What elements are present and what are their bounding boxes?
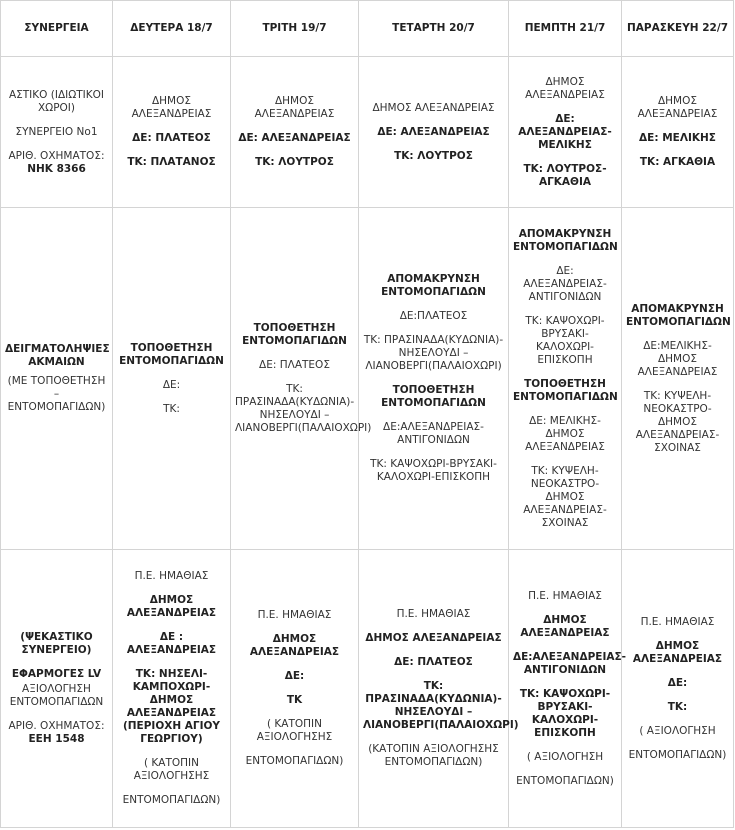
municipality: ΔΗΜΟΣ ΑΛΕΞΑΝΔΡΕΙΑΣ [131, 95, 212, 120]
header-row [1, 1, 734, 57]
evaluation-note: ( ΚΑΤΟΠΙΝ ΑΞΙΟΛΟΓΗΣΗΣ [133, 757, 210, 782]
evaluation-note: ΕΝΤΟΜΟΠΑΓΙΔΩΝ) [516, 774, 614, 787]
local-community: ΤΚ: ΚΑΨΟΧΩΡΙ-ΒΡΥΣΑΚΙ-ΚΑΛΟΧΩΡΙ-ΕΠΙΣΚΟΠΗ [525, 314, 605, 366]
municipality: ΔΗΜΟΣ ΑΛΕΞΑΝΔΡΕΙΑΣ [525, 75, 605, 101]
regional-unit: Π.Ε. ΗΜΑΘΙΑΣ [134, 570, 209, 582]
local-community: ΤΚ: ΛΟΥΤΡΟΣ [394, 149, 473, 162]
municipality: ΔΗΜΟΣ ΑΛΕΞΑΝΔΡΕΙΑΣ [637, 95, 718, 120]
schedule-cell [231, 208, 372, 550]
schedule-cell [113, 550, 231, 828]
team-cell [1, 550, 113, 828]
municipality: ΔΗΜΟΣ ΑΛΕΞΑΝΔΡΕΙΑΣ [249, 633, 340, 658]
evaluation-note: (ΚΑΤΟΠΙΝ ΑΞΙΟΛΟΓΗΣΗΣ ΕΝΤΟΜΟΠΑΓΙΔΩΝ) [368, 743, 499, 768]
schedule-cell [509, 550, 627, 828]
municipality: ΔΗΜΟΣ ΑΛΕΞΑΝΔΡΕΙΑΣ [126, 594, 217, 619]
municipality: ΔΗΜΟΣ ΑΛΕΞΑΝΔΡΕΙΑΣ [632, 639, 723, 665]
municipal-unit: ΔΕ: [667, 676, 688, 689]
local-community: ΤΚ: [163, 402, 180, 415]
schedule-cell [231, 57, 359, 208]
municipal-unit: ΔΕ : ΑΛΕΞΑΝΔΡΕΙΑΣ [126, 631, 217, 656]
schedule-cell [231, 550, 359, 828]
local-community: ΤΚ: ΠΡΑΣΙΝΑΔΑ(ΚΥΔΩΝΙΑ)-ΝΗΣΕΛΟΥΔΙ – ΛΙΑΝΟΒΕΡΓΙ(ΠΑΛΑΙΟΧΩΡΙ) [235, 383, 372, 434]
table-row [1, 57, 734, 208]
schedule-cell [509, 57, 622, 208]
municipal-unit: ΔΕ: ΠΛΑΤΕΟΣ [259, 359, 330, 371]
regional-unit: Π.Ε. ΗΜΑΘΙΑΣ [396, 608, 471, 620]
local-community: ΤΚ: ΛΟΥΤΡΟΣ [255, 156, 334, 168]
schedule-cell [622, 550, 734, 828]
header-thursday: ΠΕΜΠΤΗ 21/7 [509, 1, 622, 57]
municipal-unit: ΔΕ: ΑΛΕΞΑΝΔΡΕΙΑΣ [377, 125, 490, 138]
municipal-unit: ΔΕ:ΑΛΕΞΑΝΔΡΕΙΑΣ-ΑΝΤΙΓΟΝΙΔΩΝ [513, 650, 627, 676]
schedule-cell [509, 208, 622, 550]
evaluation-note: ΕΝΤΟΜΟΠΑΓΙΔΩΝ) [628, 748, 727, 761]
local-community: ΤΚ: ΑΓΚΑΘΙΑ [639, 156, 716, 168]
header-monday: ΔΕΥΤΕΡΑ 18/7 [113, 1, 231, 57]
schedule-cell [359, 57, 509, 208]
schedule-cell [359, 208, 509, 550]
header-wednesday: ΤΕΤΑΡΤΗ 20/7 [359, 1, 509, 57]
municipal-unit: ΔΕ:ΑΛΕΞΑΝΔΡΕΙΑΣ-ΑΝΤΙΓΟΝΙΔΩΝ [383, 421, 484, 446]
schedule-cell [359, 550, 519, 828]
local-community: ΤΚ [286, 694, 303, 706]
team-type: ΑΣΤΙΚΟ (ΙΔΙΩΤΙΚΟΙ ΧΩΡΟΙ) [8, 88, 105, 114]
municipal-unit: ΔΕ: ΠΛΑΤΕΟΣ [394, 656, 473, 668]
team-name: ΣΥΝΕΡΓΕΙΟ Νο1 [15, 125, 98, 138]
evaluation-note: ( ΚΑΤΟΠΙΝ ΑΞΙΟΛΟΓΗΣΗΣ [256, 718, 333, 743]
schedule-cell [622, 208, 734, 550]
action-label: ΤΟΠΟΘΕΤΗΣΗ ΕΝΤΟΜΟΠΑΓΙΔΩΝ [242, 322, 347, 347]
local-community: ΤΚ: ΚΑΨΟΧΩΡΙ-ΒΡΥΣΑΚΙ-ΚΑΛΟΧΩΡΙ-ΕΠΙΣΚΟΠΗ [370, 458, 497, 483]
municipality: ΔΗΜΟΣ ΑΛΕΞΑΝΔΡΕΙΑΣ [254, 95, 335, 120]
header-teams: ΣΥΝΕΡΓΕΙΑ [1, 1, 113, 57]
local-community: ΤΚ: ΝΗΣΕΛΙ-ΚΑΜΠΟΧΩΡΙ-ΔΗΜΟΣ ΑΛΕΞΑΝΔΡΕΙΑΣ (ΠΕΡΙΟΧΗ ΑΓΙΟΥ ΓΕΩΡΓΙΟΥ) [122, 668, 221, 745]
team-cell [1, 208, 113, 550]
municipal-unit: ΔΕ:ΜΕΛΙΚΗΣ-ΔΗΜΟΣ ΑΛΕΞΑΝΔΡΕΙΑΣ [637, 339, 718, 378]
municipality: ΔΗΜΟΣ ΑΛΕΞΑΝΔΡΕΙΑΣ [365, 632, 502, 644]
regional-unit: Π.Ε. ΗΜΑΘΙΑΣ [528, 589, 602, 602]
local-community: ΤΚ: ΠΡΑΣΙΝΑΔΑ(ΚΥΔΩΝΙΑ)-ΝΗΣΕΛΟΥΔΙ – ΛΙΑΝΟΒΕΡΓΙ(ΠΑΛΑΙΟΧΩΡΙ) [363, 680, 519, 731]
schedule-cell [622, 57, 734, 208]
evaluation-note: ΕΝΤΟΜΟΠΑΓΙΔΩΝ) [122, 794, 221, 806]
local-community: ΤΚ: [667, 700, 688, 713]
municipal-unit: ΔΕ: [162, 378, 181, 391]
evaluation-note: ( ΑΞΙΟΛΟΓΗΣΗ [639, 724, 716, 737]
municipal-unit: ΔΕ: ΠΛΑΤΕΟΣ [132, 132, 211, 144]
regional-unit: Π.Ε. ΗΜΑΘΙΑΣ [257, 609, 332, 621]
municipal-unit: ΔΕ: ΑΛΕΞΑΝΔΡΕΙΑΣ [238, 132, 351, 144]
team-type: ΔΕΙΓΜΑΤΟΛΗΨΙΕΣ ΑΚΜΑΙΩΝ [5, 343, 110, 368]
regional-unit: Π.Ε. ΗΜΑΘΙΑΣ [640, 615, 715, 628]
municipal-unit: ΔΕ: ΜΕΛΙΚΗΣ-ΔΗΜΟΣ ΑΛΕΞΑΝΔΡΕΙΑΣ [525, 414, 605, 453]
action-label: ΑΠΟΜΑΚΡΥΝΣΗ ΕΝΤΟΜΟΠΑΓΙΔΩΝ [381, 273, 486, 298]
evaluation-note: ( ΑΞΙΟΛΟΓΗΣΗ [526, 750, 604, 763]
action-label: ΤΟΠΟΘΕΤΗΣΗ ΕΝΤΟΜΟΠΑΓΙΔΩΝ [513, 377, 618, 403]
header-friday: ΠΑΡΑΣΚΕΥΗ 22/7 [622, 1, 734, 57]
municipal-unit: ΔΕ: ΜΕΛΙΚΗΣ [639, 132, 716, 144]
team-task: ΑΞΙΟΛΟΓΗΣΗ ΕΝΤΟΜΟΠΑΓΙΔΩΝ [9, 683, 104, 708]
local-community: ΤΚ: ΚΥΨΕΛΗ-ΝΕΟΚΑΣΤΡΟ-ΔΗΜΟΣ ΑΛΕΞΑΝΔΡΕΙΑΣ-ΣΧΟΙΝΑΣ [523, 464, 607, 529]
action-label: ΑΠΟΜΑΚΡΥΝΣΗ ΕΝΤΟΜΟΠΑΓΙΔΩΝ [513, 227, 618, 253]
municipal-unit: ΔΕ:ΠΛΑΤΕΟΣ [399, 310, 468, 322]
team-note: (ΜΕ ΤΟΠΟΘΕΤΗΣΗ – ΕΝΤΟΜΟΠΑΓΙΔΩΝ) [7, 375, 106, 413]
municipal-unit: ΔΕ: [284, 670, 305, 682]
table-row [1, 550, 734, 828]
municipal-unit: ΔΕ: ΑΛΕΞΑΝΔΡΕΙΑΣ-ΑΝΤΙΓΟΝΙΔΩΝ [523, 264, 607, 303]
local-community: ΤΚ: ΚΥΨΕΛΗ-ΝΕΟΚΑΣΤΡΟ-ΔΗΜΟΣ ΑΛΕΞΑΝΔΡΕΙΑΣ-ΣΧΟΙΝΑΣ [635, 389, 720, 454]
municipality: ΔΗΜΟΣ ΑΛΕΞΑΝΔΡΕΙΑΣ [372, 101, 495, 114]
table-row [1, 208, 734, 550]
municipality: ΔΗΜΟΣ ΑΛΕΞΑΝΔΡΕΙΑΣ [520, 613, 610, 639]
evaluation-note: ΕΝΤΟΜΟΠΑΓΙΔΩΝ) [245, 755, 344, 767]
municipal-unit: ΔΕ: ΑΛΕΞΑΝΔΡΕΙΑΣ-ΜΕΛΙΚΗΣ [518, 112, 612, 151]
local-community: ΤΚ: ΛΟΥΤΡΟΣ-ΑΓΚΑΘΙΑ [523, 162, 607, 188]
action-label: ΑΠΟΜΑΚΡΥΝΣΗ ΕΝΤΟΜΟΠΑΓΙΔΩΝ [626, 302, 731, 328]
header-tuesday: ΤΡΙΤΗ 19/7 [231, 1, 359, 57]
local-community: ΤΚ: ΠΛΑΤΑΝΟΣ [127, 156, 216, 168]
local-community: ΤΚ: ΠΡΑΣΙΝΑΔΑ(ΚΥΔΩΝΙΑ)-ΝΗΣΕΛΟΥΔΙ – ΛΙΑΝΟΒΕΡΓΙ(ΠΑΛΑΙΟΧΩΡΙ) [363, 334, 504, 372]
vehicle-number: ΑΡΙΘ. ΟΧΗΜΑΤΟΣ: ΝΗΚ 8366 [8, 149, 105, 175]
vehicle-number: ΑΡΙΘ. ΟΧΗΜΑΤΟΣ: ΕΕΗ 1548 [8, 720, 105, 745]
schedule-cell [113, 208, 231, 550]
team-type: (ΨΕΚΑΣΤΙΚΟ ΣΥΝΕΡΓΕΙΟ) [20, 631, 93, 656]
action-label: ΤΟΠΟΘΕΤΗΣΗ ΕΝΤΟΜΟΠΑΓΙΔΩΝ [381, 384, 486, 409]
local-community: ΤΚ: ΚΑΨΟΧΩΡΙ-ΒΡΥΣΑΚΙ-ΚΑΛΟΧΩΡΙ-ΕΠΙΣΚΟΠΗ [519, 687, 611, 739]
team-name: ΕΦΑΡΜΟΓΕΣ LV [11, 668, 102, 680]
action-label: ΤΟΠΟΘΕΤΗΣΗ ΕΝΤΟΜΟΠΑΓΙΔΩΝ [119, 341, 224, 367]
team-cell [1, 57, 113, 208]
schedule-cell [113, 57, 231, 208]
